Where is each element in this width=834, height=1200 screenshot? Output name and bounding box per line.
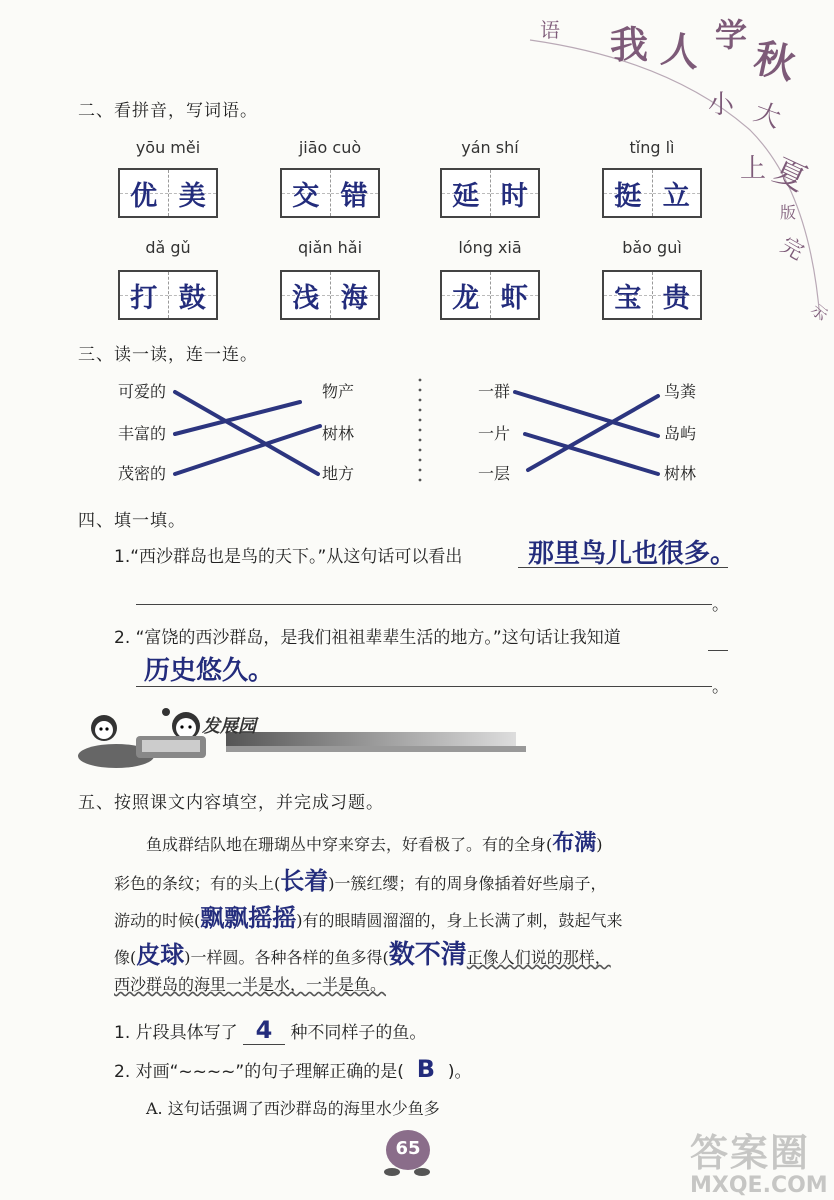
handwritten-char: 延 [452,180,480,212]
tianzi-box [440,270,540,320]
header-char-2: 我 [610,22,649,67]
handwritten-char: 海 [340,282,368,314]
passage-3a: 游动的时候( [114,911,201,930]
match-left-a-1: 可爱的 [118,382,167,401]
section5-title: 五、按照课文内容填空，并完成习题。 [78,793,384,813]
match-left-a-3: 茂密的 [118,464,167,483]
watermark-url: MXQE.COM [690,1173,828,1198]
passage-line-1 [146,826,603,857]
header-char-6: 小 [708,90,735,120]
tianzi-cell [491,170,539,216]
question-2-b: )。 [447,1062,472,1082]
match-right-a-1: 物产 [322,382,355,401]
handwritten-char: 龙 [452,282,480,314]
match-left-a-2: 丰富的 [118,424,167,443]
passage-2b: )一簇红缨；有的周身像插着好些扇子， [328,874,607,893]
tianzi-cell [604,170,653,216]
header-char-5: 秋 [749,34,799,89]
handwritten-char: 虾 [500,282,528,314]
option-a: A. 这句话强调了西沙群岛的海里水少鱼多 [146,1099,440,1118]
question-2 [114,1055,472,1083]
fill-question-1: 1.“西沙群岛也是鸟的天下。”从这句话可以看出 [114,547,463,567]
handwritten-char: 贵 [662,282,690,314]
handwritten-char: 宝 [614,282,642,314]
match-lines [0,370,834,510]
match-right-a-3: 地方 [322,464,355,483]
section4-title: 四、填一填。 [78,511,186,531]
tianzi-cell [282,170,331,216]
tianzi-cell [653,272,701,318]
match-right-b-3: 树林 [664,464,697,483]
passage-line-5: 西沙群岛的海里一半是水，一半是鱼。 [114,975,387,994]
passage-4c: 正像人们说的那样， [466,948,611,967]
header-char-4: 学 [715,16,748,54]
match-line-6 [528,396,658,470]
pinyin-label: yán shí [461,138,519,157]
tianzi-cell [169,170,217,216]
header-char-10: 版 [780,203,797,222]
handwritten-char: 浅 [292,282,320,314]
handwritten-char: 交 [292,180,320,212]
watermark-text: 答案圈 [690,1131,811,1175]
handwritten-char: 挺 [614,180,642,212]
section3-title: 三、读一读，连一连。 [78,345,258,365]
question-2-answer: B [416,1055,435,1083]
tianzi-cell [331,170,379,216]
match-line-4 [515,392,658,436]
header-char-9: 夏 [767,150,813,199]
tianzi-box [118,168,218,218]
passage-4a: 像( [114,948,137,967]
answer-line-1b [136,604,712,605]
pinyin-label: yōu měi [135,138,201,157]
pinyin-label: jiāo cuò [298,138,362,157]
tianzi-box [118,270,218,320]
tianzi-cell [282,272,331,318]
section2-title: 二、看拼音，写词语。 [78,101,258,121]
pinyin-label: tǐng lì [629,138,675,157]
handwritten-char: 鼓 [178,282,206,314]
question-1-b: 种不同样子的鱼。 [290,1023,427,1043]
passage-fill-1: 布满 [552,830,597,856]
header-char-1: 语 [540,18,560,42]
handwritten-char: 立 [662,180,690,212]
passage-fill-4: 皮球 [136,940,185,969]
pinyin-label: qiǎn hǎi [297,238,363,257]
answer-2: 历史悠久。 [144,656,275,686]
answer-1: 那里鸟儿也很多。 [528,539,737,569]
fill-question-2: 2. “富饶的西沙群岛，是我们祖祖辈辈生活的地方。”这句话让我知道 [114,628,621,648]
tianzi-cell [331,272,379,318]
passage-fill-3: 飘飘摇摇 [200,903,297,932]
pinyin-label: lóng xiā [458,238,522,257]
passage-fill-2: 长着 [280,866,329,895]
section-banner [76,706,536,770]
passage-line-3 [114,898,623,933]
match-left-b-2: 一片 [478,424,511,443]
tianzi-box [440,168,540,218]
header-char-3: 人 [658,25,703,76]
handwritten-char: 美 [178,180,206,212]
match-left-b-3: 一层 [478,464,511,483]
match-right-b-1: 鸟粪 [664,382,697,401]
tianzi-box [280,270,380,320]
tianzi-cell [442,272,491,318]
passage-3b: )有的眼睛圆溜溜的，身上长满了刺，鼓起气来 [296,911,623,930]
question-1 [114,1016,426,1045]
passage-1a: 鱼成群结队地在珊瑚丛中穿来穿去，好看极了。有的全身( [146,835,553,854]
header-char-7: 大 [749,97,785,135]
tianzi-box [602,168,702,218]
tianzi-box [602,270,702,320]
passage-fill-5: 数不清 [388,940,467,970]
handwritten-char: 错 [340,180,368,212]
tianzi-cell [491,272,539,318]
tianzi-cell [653,170,701,216]
question-1-a: 1. 片段具体写了 [114,1023,238,1043]
handwritten-char: 时 [500,180,528,212]
tianzi-cell [442,170,491,216]
tianzi-cell [120,170,169,216]
answer-line-2b [136,686,712,687]
answer-1-end: 。 [712,595,729,615]
tianzi-cell [604,272,653,318]
tianzi-cell [120,272,169,318]
match-right-a-2: 树林 [322,424,355,443]
question-2-a: 2. 对画“~~~~”的句子理解正确的是( [114,1062,404,1082]
handwritten-char: 优 [130,180,158,212]
tianzi-box [280,168,380,218]
banner-label: 发展园 [202,716,256,737]
match-left-b-1: 一群 [478,382,511,401]
question-1-answer: 4 [243,1016,285,1045]
header-char-12: 示 [807,299,832,325]
handwritten-char: 打 [130,282,158,314]
match-right-b-2: 岛屿 [664,424,697,443]
header-char-8: 上 [740,154,767,184]
passage-4b: )一样圆。各种各样的鱼多得( [184,948,389,967]
passage-2a: 彩色的条纹；有的头上( [114,874,281,893]
banner-graphic [76,706,536,770]
passage-1b: ) [596,835,603,854]
header-char-11: 完 [776,232,808,266]
page-number-badge [378,1120,438,1180]
watermark [690,1122,828,1198]
tianzi-cell [169,272,217,318]
answer-2-end: 。 [712,677,729,697]
passage-line-2 [114,861,607,896]
pinyin-label: bǎo guì [622,238,682,257]
answer-line-2a [708,650,728,651]
passage-line-4 [114,934,611,971]
match-line-5 [525,434,658,474]
page-number: 65 [395,1138,421,1159]
pinyin-label: dǎ gǔ [145,238,191,257]
